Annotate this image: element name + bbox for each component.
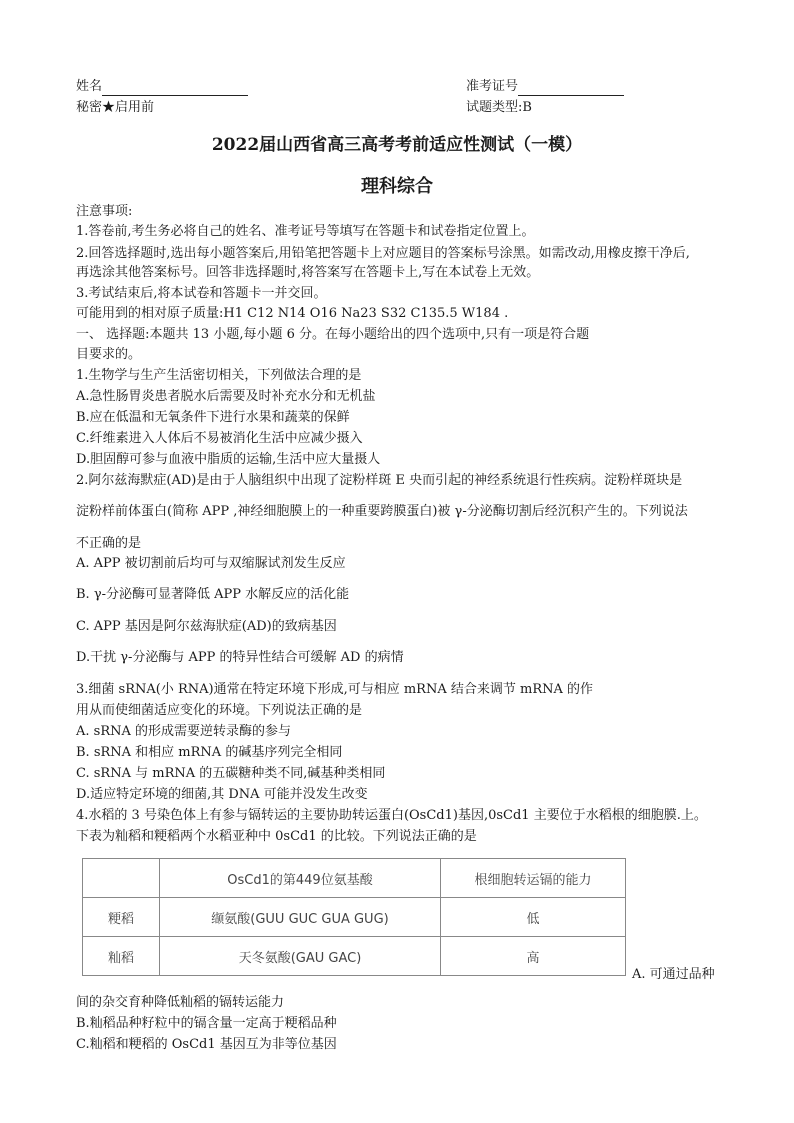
paper-type: 试题类型:B [466, 100, 532, 115]
table-header-row [83, 859, 626, 898]
name-label: 姓名 [76, 79, 103, 94]
table-row [83, 937, 626, 976]
question-2-stem-2: 淀粉样前体蛋白(简称 APP ,神经细胞膜上的一种重要跨膜蛋白)被 γ-分泌酶切割后经沉积产生的。下列说法 [76, 504, 688, 519]
q2-option-a: A. APP 被切割前后均可与双缩脲试剂发生反应 [76, 556, 346, 571]
q4-option-b: B.籼稻品种籽粒中的镉含量一定高于粳稻品种 [76, 1016, 337, 1031]
table-cell: 低 [441, 898, 626, 937]
section-heading: 一、 选择题:本题共 13 小题,每小题 6 分。在每小题给出的四个选项中,只有一项是符合题 [76, 327, 590, 342]
q3-option-c: C. sRNA 与 mRNA 的五碳糖种类不同,碱基种类相同 [76, 766, 386, 781]
q2-option-d: D.干扰 γ-分泌酶与 APP 的特异性结合可缓解 AD 的病情 [76, 650, 404, 665]
question-4-stem-2: 下表为籼稻和粳稻两个水稻亚种中 0sCd1 的比较。下列说法正确的是 [76, 829, 477, 844]
table-header-cell [83, 859, 160, 898]
table-row [83, 898, 626, 937]
notice-line-1: 1.答卷前,考生务必将自己的姓名、准考证号等填写在答题卡和试卷指定位置上。 [76, 224, 535, 239]
table-cell: 天冬氨酸(GAU GAC) [160, 937, 441, 976]
notice-line-3: 3.考试结束后,将本试卷和答题卡一并交回。 [76, 286, 327, 301]
q3-option-d: D.适应特定环境的细菌,其 DNA 可能并没发生改变 [76, 787, 368, 802]
name-field [76, 78, 248, 96]
table-cell: 籼稻 [83, 937, 160, 976]
exam-no-blank[interactable] [518, 81, 624, 96]
question-4-stem-1: 4.水稻的 3 号染色体上有参与镉转运的主要协助转运蛋白(OsCd1)基因,0sCd1 主要位于水稻根的细胞膜.上。 [76, 808, 707, 823]
exam-no-label: 准考证号 [466, 79, 519, 94]
exam-no-field [466, 78, 624, 96]
question-2-stem-3: 不正确的是 [76, 536, 142, 551]
q1-option-a: A.急性肠胃炎患者脱水后需要及时补充水分和无机盐 [76, 389, 376, 404]
q4-option-c: C.籼稻和粳稻的 OsCd1 基因互为非等位基因 [76, 1037, 337, 1052]
question-1-stem: 1.生物学与生产生活密切相关，下列做法合理的是 [76, 368, 362, 383]
oscd1-comparison-table [82, 858, 626, 976]
table-cell: 缬氨酸(GUU GUC GUA GUG) [160, 898, 441, 937]
q3-option-b: B. sRNA 和相应 mRNA 的碱基序列完全相同 [76, 745, 343, 760]
atomic-mass-line: 可能用到的相对原子质量:H1 C12 N14 O16 Na23 S32 C135.5 W184 . [76, 306, 509, 321]
q2-option-b: B. γ-分泌酶可显著降低 APP 水解反应的活化能 [76, 587, 350, 602]
section-heading-cont: 目要求的。 [76, 347, 142, 362]
exam-subject: 理科综合 [361, 176, 433, 197]
notice-line-2b: 再选涂其他答案标号。回答非选择题时,将答案写在答题卡上,写在本试卷上无效。 [76, 265, 540, 280]
q2-option-c: C. APP 基因是阿尔兹海狀症(AD)的致病基因 [76, 619, 337, 634]
table-cell: 高 [441, 937, 626, 976]
table-cell: 粳稻 [83, 898, 160, 937]
q4-option-a-start: A. 可通过品种 [632, 967, 715, 982]
table-header-cell: OsCd1的第449位氨基酸 [160, 859, 441, 898]
q1-option-b: B.应在低温和无氧条件下进行水果和蔬菜的保鲜 [76, 410, 350, 425]
name-blank[interactable] [102, 81, 248, 96]
q1-option-d: D.胆固醇可参与血液中脂质的运输,生活中应大量摄人 [76, 452, 381, 467]
q1-option-c: C.纤维素进入人体后不易被消化生活中应减少摄入 [76, 431, 363, 446]
question-2-stem-1: 2.阿尔兹海默症(AD)是由于人脑组织中出现了淀粉样斑 E 央而引起的神经系统退行性疾病。淀粉样斑块是 [76, 473, 683, 488]
q3-option-a: A. sRNA 的形成需要逆转录酶的参与 [76, 724, 292, 739]
question-3-stem-2: 用从而使细菌适应变化的环境。下列说法正确的是 [76, 703, 363, 718]
notice-heading: 注意事项: [76, 204, 133, 219]
notice-line-2: 2.回答选择题时,选出每小题答案后,用铅笔把答题卡上对应题目的答案标号涂黑。如需改动,用橡皮擦干净后, [76, 246, 690, 261]
secret-label: 秘密★启用前 [76, 100, 155, 115]
table-header-cell: 根细胞转运镉的能力 [441, 859, 626, 898]
q4-option-a-cont: 间的杂交育种降低籼稻的镉转运能力 [76, 995, 285, 1010]
exam-title: 2022届山西省高三高考考前适应性测试（一模） [211, 135, 583, 155]
question-3-stem-1: 3.细菌 sRNA(小 RNA)通常在特定环境下形成,可与相应 mRNA 结合来调节 mRNA 的作 [76, 682, 594, 697]
